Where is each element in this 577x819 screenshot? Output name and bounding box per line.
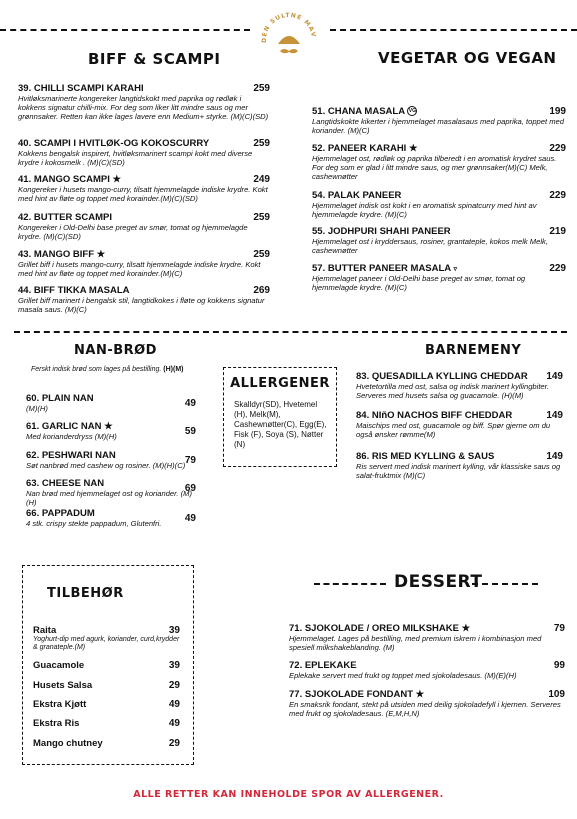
menu-item — [312, 226, 566, 255]
menu-item — [289, 689, 565, 718]
item-desc: Ris servert med indisk marinert kylling, vår klassiske saus og salat-fruktmix (M)(C) — [356, 462, 561, 480]
brand-logo — [258, 6, 320, 68]
item-price: 49 — [184, 398, 196, 409]
menu-item — [18, 212, 270, 241]
item-price: 149 — [546, 410, 563, 421]
menu-item — [18, 138, 270, 167]
item-price: 229 — [549, 263, 566, 274]
menu-item — [289, 660, 565, 680]
item-name: 72. EPLEKAKE — [289, 660, 357, 671]
item-name: 77. SJOKOLADE FONDANT ★ — [289, 689, 425, 700]
menu-item — [289, 623, 565, 652]
item-price: 29 — [168, 738, 180, 749]
item-desc: Langtidskokte kikerter i hjemmelaget masalasaus med paprika, toppet med koriander. (M)(C) — [312, 117, 564, 135]
item-name: 51. CHANA MASALA VG — [312, 106, 416, 117]
menu-item — [26, 508, 196, 528]
section-title-biff: BIFF & SCAMPI — [88, 50, 221, 68]
item-price: 79 — [553, 623, 565, 634]
item-price: 69 — [184, 483, 196, 494]
mustache-icon — [280, 49, 298, 53]
item-name: 43. MANGO BIFF ★ — [18, 249, 106, 260]
item-desc: Hvetetortilla med ost, salsa og indisk marinert kyllingbiter. Serveres med husets salsa og guacamole. (H)(M) — [356, 382, 550, 400]
item-price: 29 — [168, 680, 180, 691]
menu-item — [356, 451, 563, 480]
item-desc: Nan brød med hjemmelaget ost og koriander. (M)(H) — [26, 489, 193, 507]
item-price: 259 — [253, 83, 270, 94]
vegetarian-icon: ▿ — [453, 266, 457, 273]
menu-item — [26, 421, 196, 441]
menu-item — [33, 738, 180, 749]
item-price: 49 — [184, 513, 196, 524]
menu-item — [26, 478, 196, 507]
item-desc: Grillet biff i husets mango-curry, tilsatt hjemmelagde indiske krydre. Kokt med hint av fløte og toppet med korainder.(M)(C) — [18, 260, 261, 278]
item-price: 149 — [546, 451, 563, 462]
section-title-vegetar: VEGETAR OG VEGAN — [378, 49, 557, 67]
item-desc: 4 stk. crispy stekte pappadum, Glutenfri. — [26, 519, 162, 528]
item-desc: Hjemmelaget indisk ost kokt i en aromatisk spinatcurry med hint av hjemmelagde krydre. (M)(C) — [312, 201, 537, 219]
menu-item — [18, 83, 270, 121]
section-title-nan: NAN-BRØD — [74, 343, 157, 358]
item-name: 44. BIFF TIKKA MASALA — [18, 285, 130, 296]
item-desc: Yoghurt-dip med agurk, koriander, curd,krydder & granateple.(M) — [33, 636, 180, 651]
item-name: Guacamole — [33, 660, 85, 671]
item-price: 149 — [546, 371, 563, 382]
item-name: 62. PESHWARI NAN — [26, 450, 116, 461]
item-name: Raita — [33, 625, 57, 636]
item-price: 39 — [168, 660, 180, 671]
item-price: 219 — [549, 226, 566, 237]
logo-arc-text: DEN SULTNE MAV — [260, 11, 317, 43]
item-price: 259 — [253, 212, 270, 223]
item-name: 86. RIS MED KYLLING & SAUS — [356, 451, 495, 462]
item-price: 49 — [168, 699, 180, 710]
item-name: 83. QUESADILLA KYLLING CHEDDAR — [356, 371, 528, 382]
section-title-tilbehor: TILBEHØR — [47, 586, 124, 601]
item-name: 57. BUTTER PANEER MASALA ▿ — [312, 263, 457, 274]
item-desc: Hjemmelaget paneer i Old-Delhi base preget av smør, tomat og hjemmelagde krydre. (M)(C) — [312, 274, 526, 292]
item-name: 84. NIñO NACHOS BIFF CHEDDAR — [356, 410, 513, 421]
menu-item — [356, 410, 563, 439]
item-name: 66. PAPPADUM — [26, 508, 95, 519]
item-desc: Hjemmelaget ost i kryddersaus, rosiner, grantateple, kokos melk Melk, cashewnøtter — [312, 237, 548, 255]
logo-mark — [258, 6, 320, 68]
allergen-footer: ALLE RETTER KAN INNEHOLDE SPOR AV ALLERGENER. — [133, 789, 444, 800]
item-name: Husets Salsa — [33, 680, 93, 691]
item-name: 42. BUTTER SCAMPI — [18, 212, 112, 223]
allergener-text: Skalldyr(SD), Hvetemel (H), Melk(M), Cashewnøtter(C), Egg(E), Fisk (F), Soya (S), Nøtter (N) — [234, 400, 327, 449]
item-desc: Kongereker i Old-Delhi base preget av smør, tomat og hjemmelagde krydre. (M)(C)(SD) — [18, 223, 248, 241]
item-name: 39. CHILLI SCAMPI KARAHI — [18, 83, 144, 94]
item-desc: Maischips med ost, guacamole og biff. Spør gjerne om du også ønsker rømme(M) — [356, 421, 551, 439]
item-price: 199 — [549, 106, 566, 117]
menu-item — [26, 450, 196, 470]
item-desc: Med korianderdryss (M)(H) — [26, 432, 117, 441]
menu-item — [33, 718, 180, 729]
item-desc: Hjemmelaget. Lages på bestilling, med premium iskrem i kombinasjon med spesiell milkshakeblanding. (M) — [289, 634, 542, 652]
menu-item — [18, 285, 270, 314]
item-price: 269 — [253, 285, 270, 296]
item-price: 109 — [548, 689, 565, 700]
menu-item — [312, 106, 566, 135]
item-price: 259 — [253, 138, 270, 149]
item-price: 49 — [168, 718, 180, 729]
item-name: 40. SCAMPI I HVITLØK-OG KOKOSCURRY — [18, 138, 210, 149]
allergener-box — [223, 367, 337, 467]
item-desc: Hjemmelaget ost, rødløk og paprika tilberedt i en aromatisk krydret saus. For deg som er glad i litt mindre saus, og mer grønnsaker(M)(C) Melk, cashewnøtter — [312, 154, 557, 181]
item-desc: Kongereker i husets mango-curry, tilsatt hjemmelagde indiske krydre. Kokt med hint av fløte og toppet med korainder.(M)(C)(SD) — [18, 185, 268, 203]
item-desc: Kokkens bengalsk inspirert, hvitløksmarinert scampi kokt med diverse krydre i kokosmelk . (M)(C)(SD) — [18, 149, 253, 167]
item-price: 59 — [184, 426, 196, 437]
menu-item — [33, 699, 180, 710]
item-name: 60. PLAIN NAN — [26, 393, 94, 404]
menu-item — [33, 680, 180, 691]
menu-item — [26, 393, 196, 413]
item-desc: Søt nanbrød med cashew og rosiner. (M)(H)(C) — [26, 461, 186, 470]
section-title-dessert: DESSERT — [394, 572, 483, 592]
turban-icon — [278, 36, 300, 44]
item-desc: (M)(H) — [26, 404, 48, 413]
menu-item — [18, 249, 270, 278]
item-name: 63. CHEESE NAN — [26, 478, 105, 489]
item-name: 41. MANGO SCAMPI ★ — [18, 174, 122, 185]
section-title-allergener: ALLERGENER — [230, 376, 330, 391]
item-name: 71. SJOKOLADE / OREO MILKSHAKE ★ — [289, 623, 471, 634]
menu-item — [33, 625, 180, 652]
item-name: 54. PALAK PANEER — [312, 190, 402, 201]
menu-item — [312, 143, 566, 181]
item-name: 61. GARLIC NAN ★ — [26, 421, 113, 432]
item-price: 249 — [253, 174, 270, 185]
item-price: 39 — [168, 625, 180, 636]
nan-intro: Ferskt indisk brød som lages på bestilling. (H)(M) — [31, 366, 184, 373]
menu-item — [356, 371, 563, 400]
item-name: 52. PANEER KARAHI ★ — [312, 143, 418, 154]
item-name: Ekstra Ris — [33, 718, 80, 729]
item-price: 229 — [549, 143, 566, 154]
item-desc: Eplekake servert med frukt og toppet med sjokoladesaus. (M)(E)(H) — [289, 671, 517, 680]
vegan-icon: VG — [408, 108, 416, 115]
item-name: Mango chutney — [33, 738, 103, 749]
menu-item — [33, 660, 180, 671]
item-name: 55. JODHPURI SHAHI PANEER — [312, 226, 451, 237]
item-desc: En smaksrik fondant, stekt på utsiden med deilig sjokoladefyll i kjernen. Serveres med frukt og sjokoladesaus. (E,M,H,N) — [289, 700, 561, 718]
section-title-barnemeny: BARNEMENY — [425, 343, 522, 358]
item-price: 229 — [549, 190, 566, 201]
item-price: 99 — [553, 660, 565, 671]
item-desc: Grillet biff marinert i bengalsk stil, langtidkokes i fløte og kokkens signatur masala saus. (M)(C) — [18, 296, 265, 314]
menu-item — [18, 174, 270, 203]
item-name: Ekstra Kjøtt — [33, 699, 87, 710]
item-desc: Hvitløksmarinerte kongereker langtidskokt med paprika og rødløk i kokkens signatur chilli-mix. For deg som liker litt mindre saus og mer grønnsaker. Retten kan ikke lages lavere enn Medium+ styrke. (M)(C)(SD) — [18, 94, 269, 121]
item-price: 259 — [253, 249, 270, 260]
menu-item — [312, 263, 566, 292]
item-price: 79 — [184, 455, 196, 466]
menu-item — [312, 190, 566, 219]
